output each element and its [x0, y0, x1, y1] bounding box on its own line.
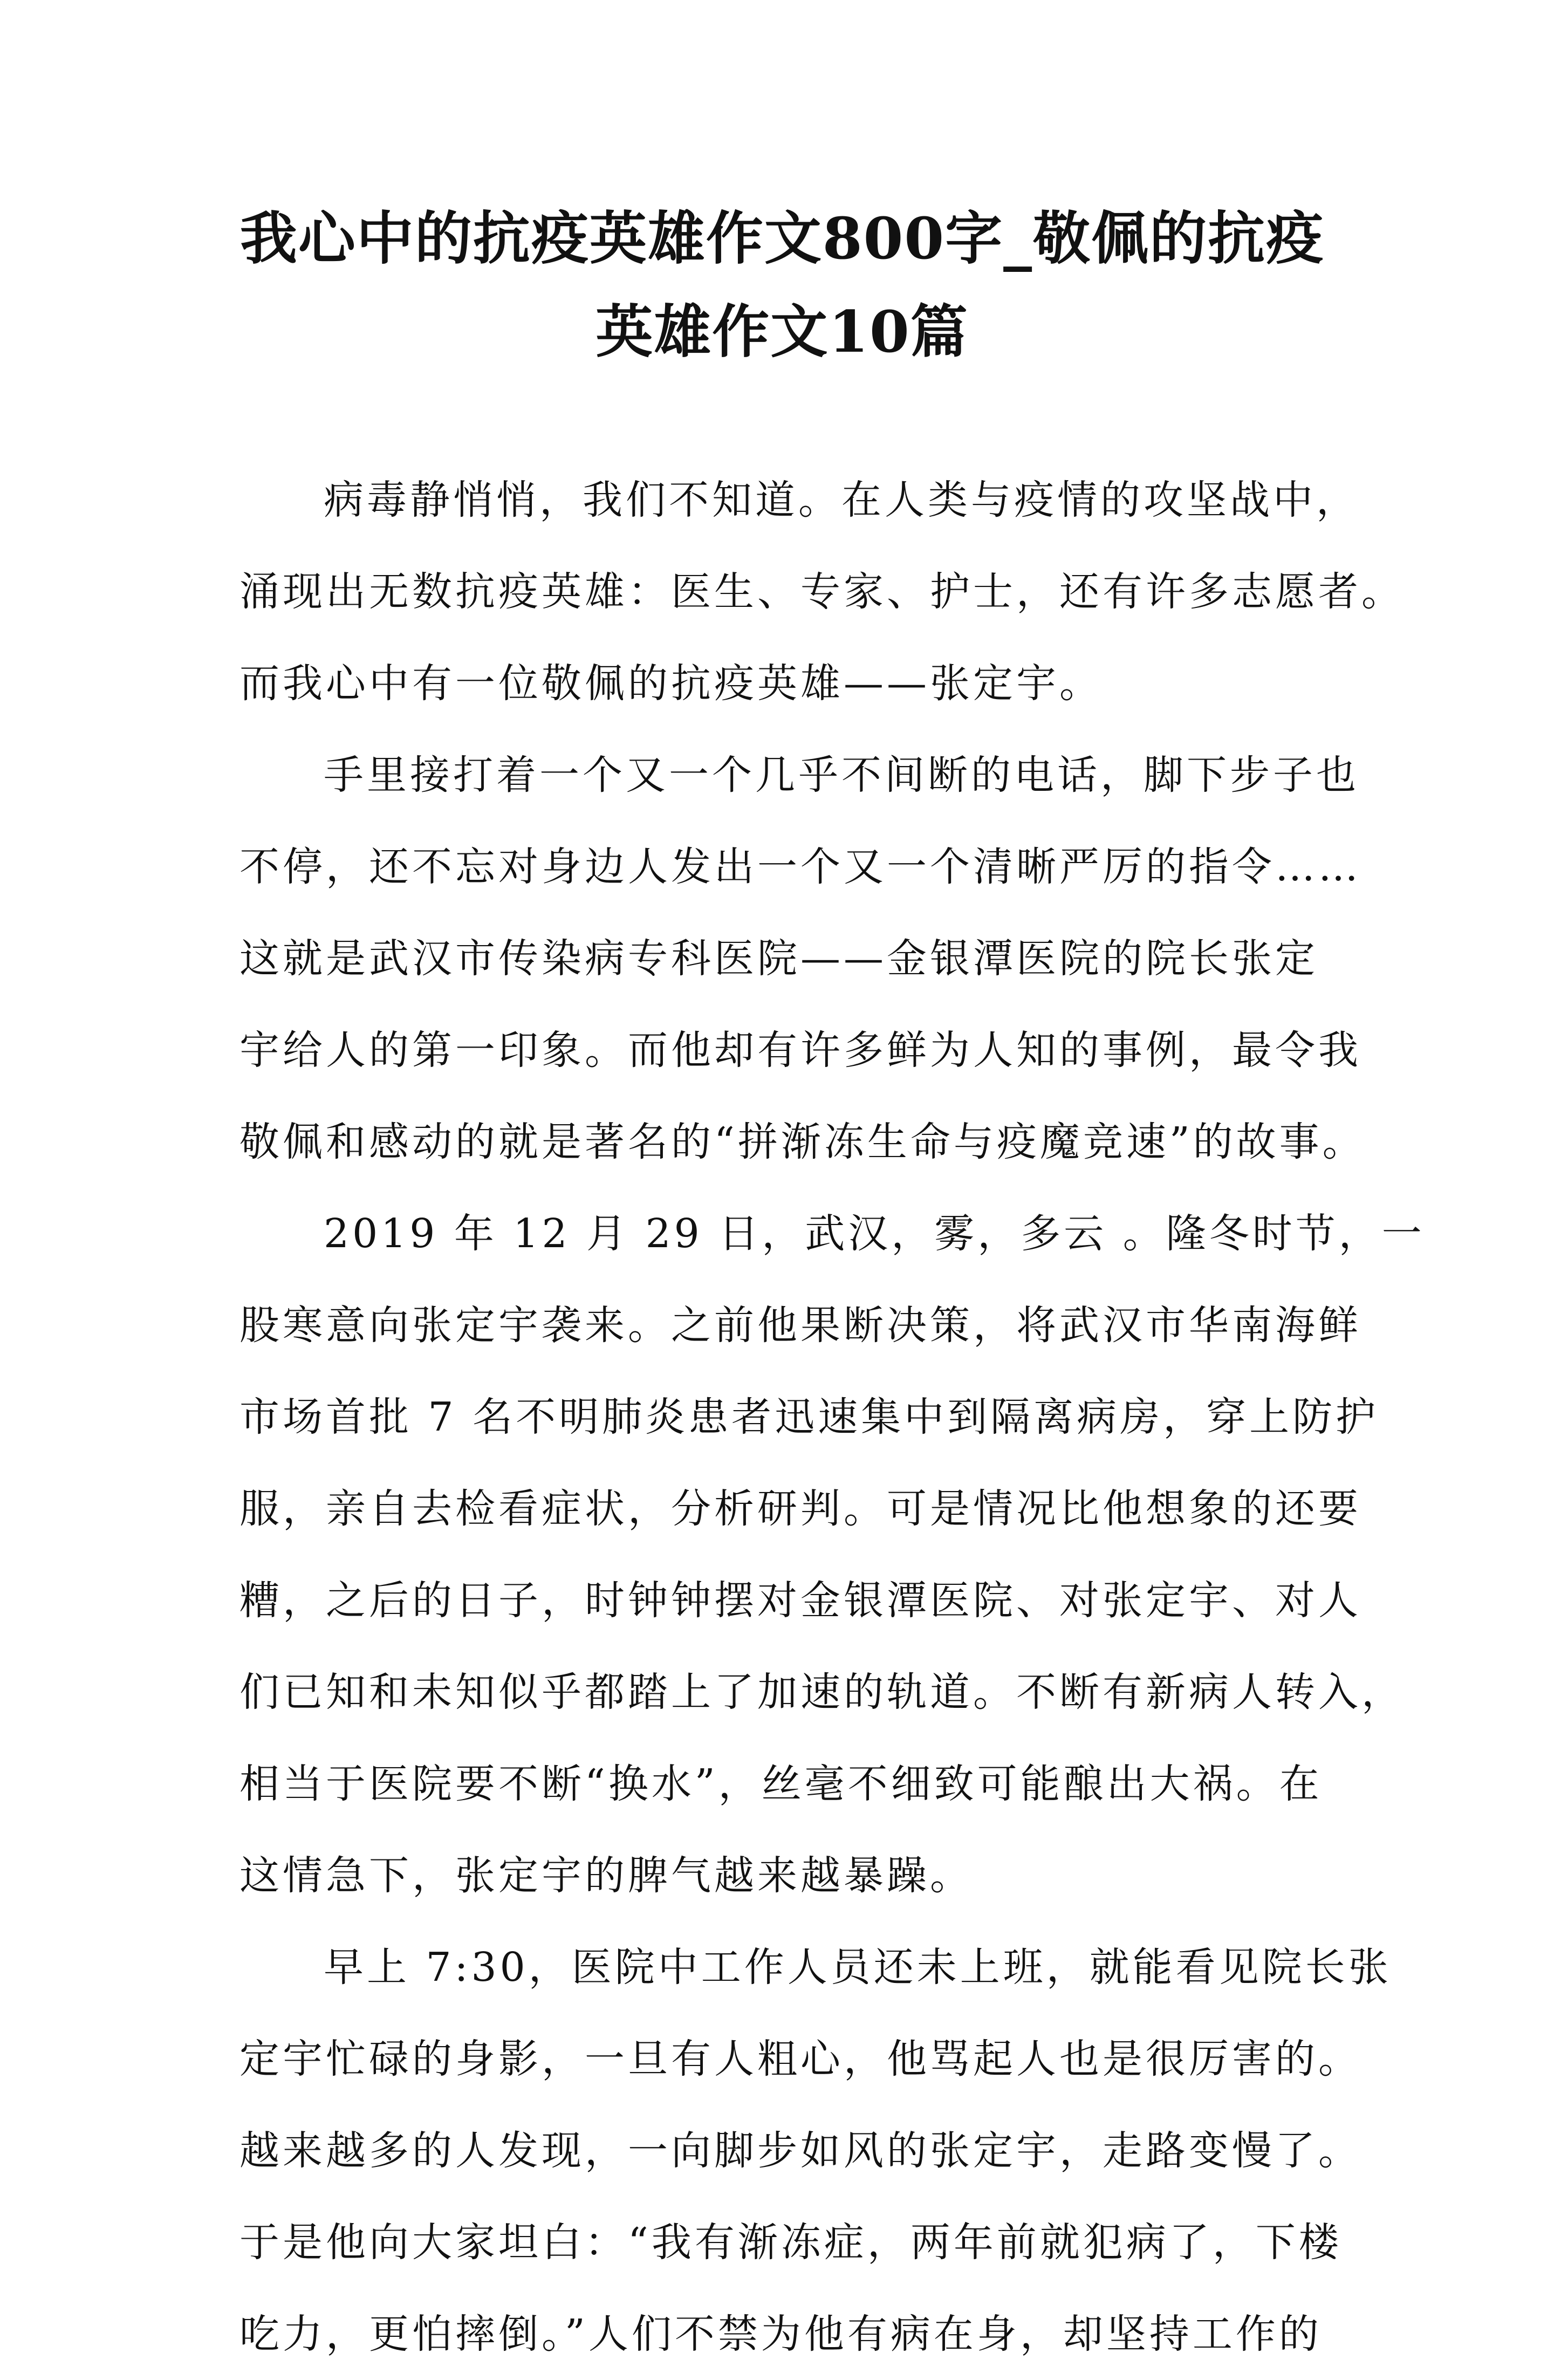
paragraph-1-line-2: 涌现出无数抗疫英雄：医生、专家、护士，还有许多志愿者。 [239, 569, 1405, 615]
paragraph-4-line-4: 于是他向大家坦白：“我有渐冻症，两年前就犯病了，下楼 [239, 2219, 1342, 2266]
paragraph-3-line-8: 这情急下，张定宇的脾气越来越暴躁。 [239, 1852, 973, 1899]
paragraph-4-line-2: 定宇忙碌的身影，一旦有人粗心，他骂起人也是很厉害的。 [239, 2036, 1361, 2082]
paragraph-4-line-5: 吃力，更怕摔倒。”人们不禁为他有病在身，却坚持工作的 [239, 2311, 1322, 2357]
paragraph-2-line-4: 宇给人的第一印象。而他却有许多鲜为人知的事例，最令我 [239, 1027, 1361, 1073]
paragraph-1-line-1: 病毒静悄悄，我们不知道。在人类与疫情的攻坚战中， [324, 477, 1359, 523]
paragraph-4-line-3: 越来越多的人发现，一向脚步如风的张定宇，走路变慢了。 [239, 2128, 1361, 2174]
paragraph-3-line-6: 们已知和未知似乎都踏上了加速的轨道。不断有新病人转入， [239, 1669, 1405, 1715]
document-body [239, 454, 1425, 2380]
paragraph-3-line-4: 服，亲自去检看症状，分析研判。可是情况比他想象的还要 [239, 1486, 1361, 1532]
paragraph-2-line-3: 这就是武汉市传染病专科医院——金银潭医院的院长张定 [239, 935, 1318, 982]
paragraph-3-line-5: 糟，之后的日子，时钟钟摆对金银潭医院、对张定宇、对人 [239, 1577, 1361, 1624]
document-title [194, 192, 1370, 378]
title-line-1: 我心中的抗疫英雄作文800字_敬佩的抗疫 [239, 204, 1325, 272]
paragraph-2-line-2: 不停，还不忘对身边人发出一个又一个清晰严厉的指令…… [239, 844, 1361, 890]
paragraph-2-line-1: 手里接打着一个又一个几乎不间断的电话，脚下步子也 [324, 752, 1359, 798]
paragraph-3-line-3: 市场首批 7 名不明肺炎患者迅速集中到隔离病房，穿上防护 [239, 1394, 1379, 1440]
paragraph-2-line-5: 敬佩和感动的就是著名的“拼渐冻生命与疫魔竞速”的故事。 [239, 1119, 1366, 1165]
paragraph-4-line-1: 早上 7:30，医院中工作人员还未上班，就能看见院长张 [324, 1944, 1392, 1991]
paragraph-3-line-2: 股寒意向张定宇袭来。之前他果断决策，将武汉市华南海鲜 [239, 1302, 1361, 1349]
paragraph-3-line-1: 2019 年 12 月 29 日，武汉，雾，多云 。隆冬时节，一 [324, 1210, 1425, 1257]
title-line-2: 英雄作文10篇 [595, 298, 969, 365]
paragraph-1-line-3: 而我心中有一位敬佩的抗疫英雄——张定宇。 [239, 660, 1103, 707]
paragraph-3-line-7: 相当于医院要不断“换水”，丝毫不细致可能酿出大祸。在 [239, 1761, 1323, 1807]
